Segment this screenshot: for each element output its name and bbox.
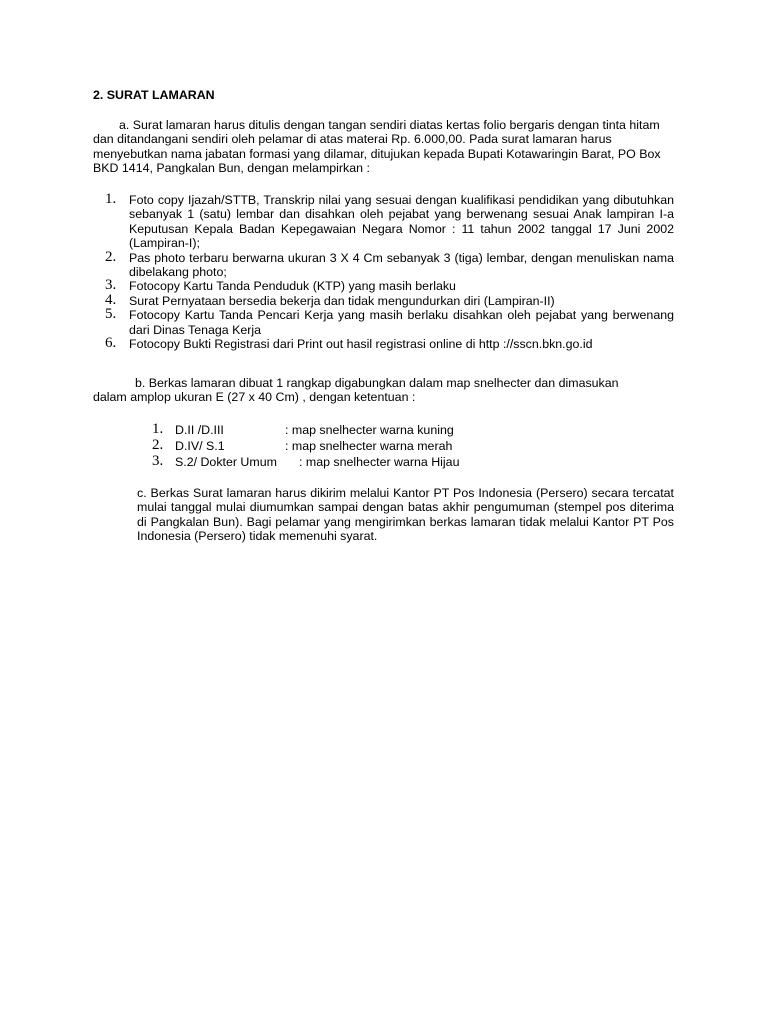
list-item <box>140 455 540 471</box>
paragraph-a <box>93 118 673 176</box>
paragraph-a-rest: dan ditandangani sendiri oleh pelamar di atas materai Rp. 6.000,00. Pada surat lamaran harus menyebutkan nama jabatan formasi yang dilamar, ditujukan kepada Bupati Kotawaringin Barat, PO Box BKD 1414, Pangkalan Bun, dengan melampirkan : <box>93 132 661 176</box>
list-item-text: Fotocopy Kartu Tanda Penduduk (KTP) yang masih berlaku <box>129 279 456 294</box>
list-item <box>140 423 540 439</box>
list-item-text: Foto copy Ijazah/STTB, Transkrip nilai yang sesuai dengan kualifikasi pendidikan yang dibutuhkan sebanyak 1 (satu) lembar dan disahkan oleh pejabat yang berwenang sesuai Anak lampiran I-a Keputusan Kepala Badan Kepegawaian Negara Nomor : 11 tahun 2002 tanggal 17 Juni 2002 (Lampiran-I); <box>129 193 674 251</box>
list-item-text: Fotocopy Kartu Tanda Pencari Kerja yang masih berlaku disahkan oleh pejabat yang berwenang dari Dinas Tenaga Kerja <box>129 308 674 337</box>
list-item-number: 2. <box>105 248 117 265</box>
list-item-number: 3. <box>105 277 117 294</box>
education-level: D.IV/ S.1 <box>175 439 225 453</box>
attachments-list <box>93 193 674 351</box>
list-item <box>93 193 674 251</box>
list-item-number: 5. <box>105 306 117 323</box>
list-item-text: Surat Pernyataan bersedia bekerja dan tidak mengundurkan diri (Lampiran-II) <box>129 293 555 308</box>
list-item-text: Pas photo terbaru berwarna ukuran 3 X 4 Cm sebanyak 3 (tiga) lembar, dengan menuliskan nama dibelakang photo; <box>129 250 674 280</box>
list-item <box>93 291 674 308</box>
map-description: : map snelhecter warna Hijau <box>299 455 460 469</box>
list-item-number: 1. <box>105 191 117 207</box>
paragraph-b-rest: dalam amplop ukuran E (27 x 40 Cm) , dengan ketentuan : <box>93 390 416 405</box>
list-item <box>93 279 674 293</box>
education-level: S.2/ Dokter Umum <box>175 455 277 469</box>
list-item <box>93 248 674 280</box>
education-level: D.II /D.III <box>175 423 224 437</box>
paragraph-c-text: c. Berkas Surat lamaran harus dikirim melalui Kantor PT Pos Indonesia (Persero) secara tercatat mulai tanggal mulai diumumkan sampai dengan batas akhir pengumuman (stempel pos diterima di Pangkalan Bun). Bagi pelamar yang mengirimkan berkas lamaran tidak melalui Kantor PT Pos Indonesia (Persero) tidak memenuhi syarat. <box>137 486 674 544</box>
list-item <box>93 337 674 351</box>
paragraph-b-line1: b. Berkas lamaran dibuat 1 rangkap digabungkan dalam map snelhecter dan dimasukan <box>135 376 619 390</box>
map-description: : map snelhecter warna merah <box>285 439 453 453</box>
section-heading: 2. SURAT LAMARAN <box>93 88 215 102</box>
map-description: : map snelhecter warna kuning <box>285 423 454 437</box>
list-item-text: Fotocopy Bukti Registrasi dari Print out hasil registrasi online di http ://sscn.bkn.go.id <box>129 337 593 352</box>
list-item-number: 3. <box>152 453 164 469</box>
paragraph-c <box>93 486 674 544</box>
list-item-number: 2. <box>152 437 164 453</box>
list-item-number: 4. <box>105 291 117 308</box>
paragraph-b <box>93 376 673 405</box>
list-item-number: 6. <box>105 335 117 352</box>
list-item <box>140 439 540 455</box>
list-item <box>93 308 674 337</box>
map-color-list <box>140 423 540 471</box>
list-item-number: 1. <box>152 421 164 437</box>
paragraph-a-line1: a. Surat lamaran harus ditulis dengan tangan sendiri diatas kertas folio bergaris dengan tinta hitam <box>119 118 660 132</box>
